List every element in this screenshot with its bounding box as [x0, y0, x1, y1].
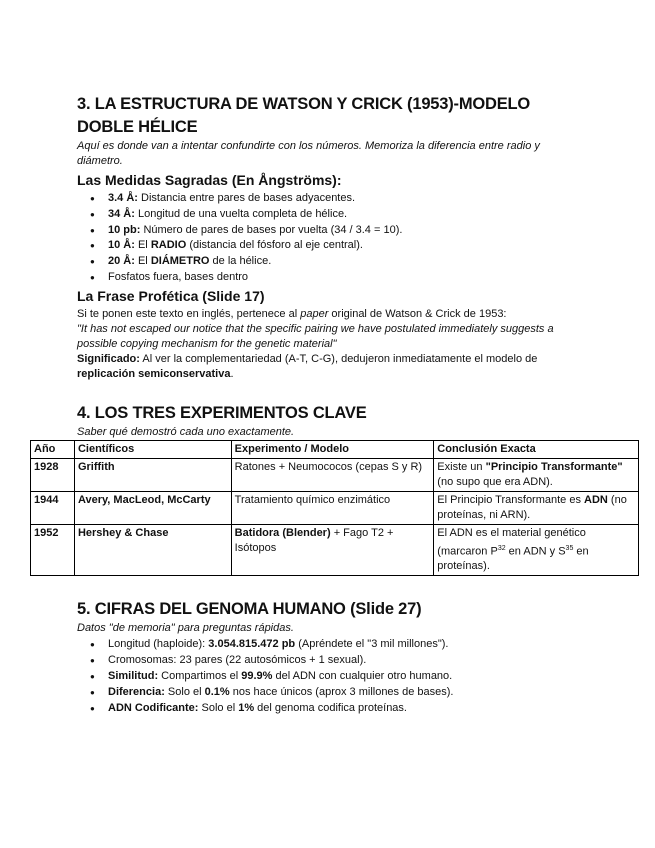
genome-list [77, 637, 635, 716]
section-5-title: 5. CIFRAS DEL GENOMA HUMANO (Slide 27) [77, 600, 422, 619]
header-year: Año [31, 440, 75, 458]
row-scientists: Griffith [77, 460, 115, 473]
table-row [31, 524, 639, 576]
section-5-note: Datos "de memoria" para preguntas rápidas. [77, 622, 294, 635]
measures-list [77, 191, 635, 286]
header-conclusion: Conclusión Exacta [434, 440, 639, 458]
section-4-title: 4. LOS TRES EXPERIMENTOS CLAVE [77, 403, 367, 422]
measure-item: ● Fosfatos fuera, bases dentro [108, 270, 635, 286]
section-3-title [77, 93, 635, 139]
row-conclusion: El Principio Transformante es ADN (no proteínas, ni ARN). [434, 491, 639, 524]
measure-item: ● 20 Å: El DIÁMETRO de la hélice. [108, 254, 635, 270]
genome-item: ● Similitud: Compartimos el 99.9% del ADN con cualquier otro humano. [108, 669, 635, 685]
meaning-text: Significado: Al ver la complementariedad (A-T, C-G), dedujeron inmediatamente el modelo de replicación semiconservativa. [77, 352, 538, 380]
table-row [31, 491, 639, 524]
genome-item: ● Longitud (haploide): 3.054.815.472 pb (Apréndete el "3 mil millones"). [108, 637, 635, 653]
phrase-intro: Si te ponen este texto en inglés, pertenece al paper original de Watson & Crick de 1953: [77, 307, 507, 320]
row-year: 1952 [34, 526, 59, 539]
row-year: 1928 [34, 460, 59, 473]
header-experiment: Experimento / Modelo [231, 440, 434, 458]
genome-item: ● Cromosomas: 23 pares (22 autosómicos + 1 sexual). [108, 653, 635, 669]
table-row [31, 458, 639, 491]
row-year: 1944 [34, 493, 59, 506]
row-experiment: Ratones + Neumococos (cepas S y R) [231, 458, 434, 491]
measure-item: ● 3.4 Å: Distancia entre pares de bases adyacentes. [108, 191, 635, 207]
section-4-note: Saber qué demostró cada uno exactamente. [77, 425, 295, 438]
section-3-note: Aquí es donde van a intentar confundirte con los números. Memoriza la diferencia entre radio y diámetro. [77, 140, 540, 167]
measure-item: ● 10 Å: El RADIO (distancia del fósforo al eje central). [108, 238, 635, 254]
row-scientists: Hershey & Chase [77, 526, 169, 539]
row-conclusion: El ADN es el material genético (marcaron $P^{32}$ en ADN y $S^{35}$ en proteínas). [434, 524, 639, 576]
measure-item: ● 34 Å: Longitud de una vuelta completa de hélice. [108, 207, 635, 223]
measures-heading: Las Medidas Sagradas (En Ångströms): [77, 172, 342, 188]
row-experiment: Batidora (Blender) + Fago T2 + Isótopos [231, 524, 434, 576]
experiments-table [30, 440, 639, 577]
row-conclusion: Existe un "Principio Transformante" (no supo que era ADN). [434, 458, 639, 491]
genome-item: ● Diferencia: Solo el 0.1% nos hace únicos (aprox 3 millones de bases). [108, 685, 635, 701]
measure-item: ● 10 pb: Número de pares de bases por vuelta (34 / 3.4 = 10). [108, 223, 635, 239]
genome-item: ● ADN Codificante: Solo el 1% del genoma codifica proteínas. [108, 701, 635, 717]
quote-text: "It has not escaped our notice that the specific pairing we have postulated immediately suggests a possible copying mechanism for the genetic material" [77, 322, 554, 350]
section-3-title-line1: 3. LA ESTRUCTURA DE WATSON Y CRICK (1953)-MODELO [77, 95, 531, 113]
row-scientists: Avery, MacLeod, McCarty [77, 493, 211, 506]
header-scientists: Científicos [74, 440, 231, 458]
phrase-heading: La Frase Profética (Slide 17) [77, 287, 265, 304]
section-3-title-line2: DOBLE HÉLICE [77, 118, 198, 136]
table-header-row [31, 440, 639, 458]
row-experiment: Tratamiento químico enzimático [231, 491, 434, 524]
